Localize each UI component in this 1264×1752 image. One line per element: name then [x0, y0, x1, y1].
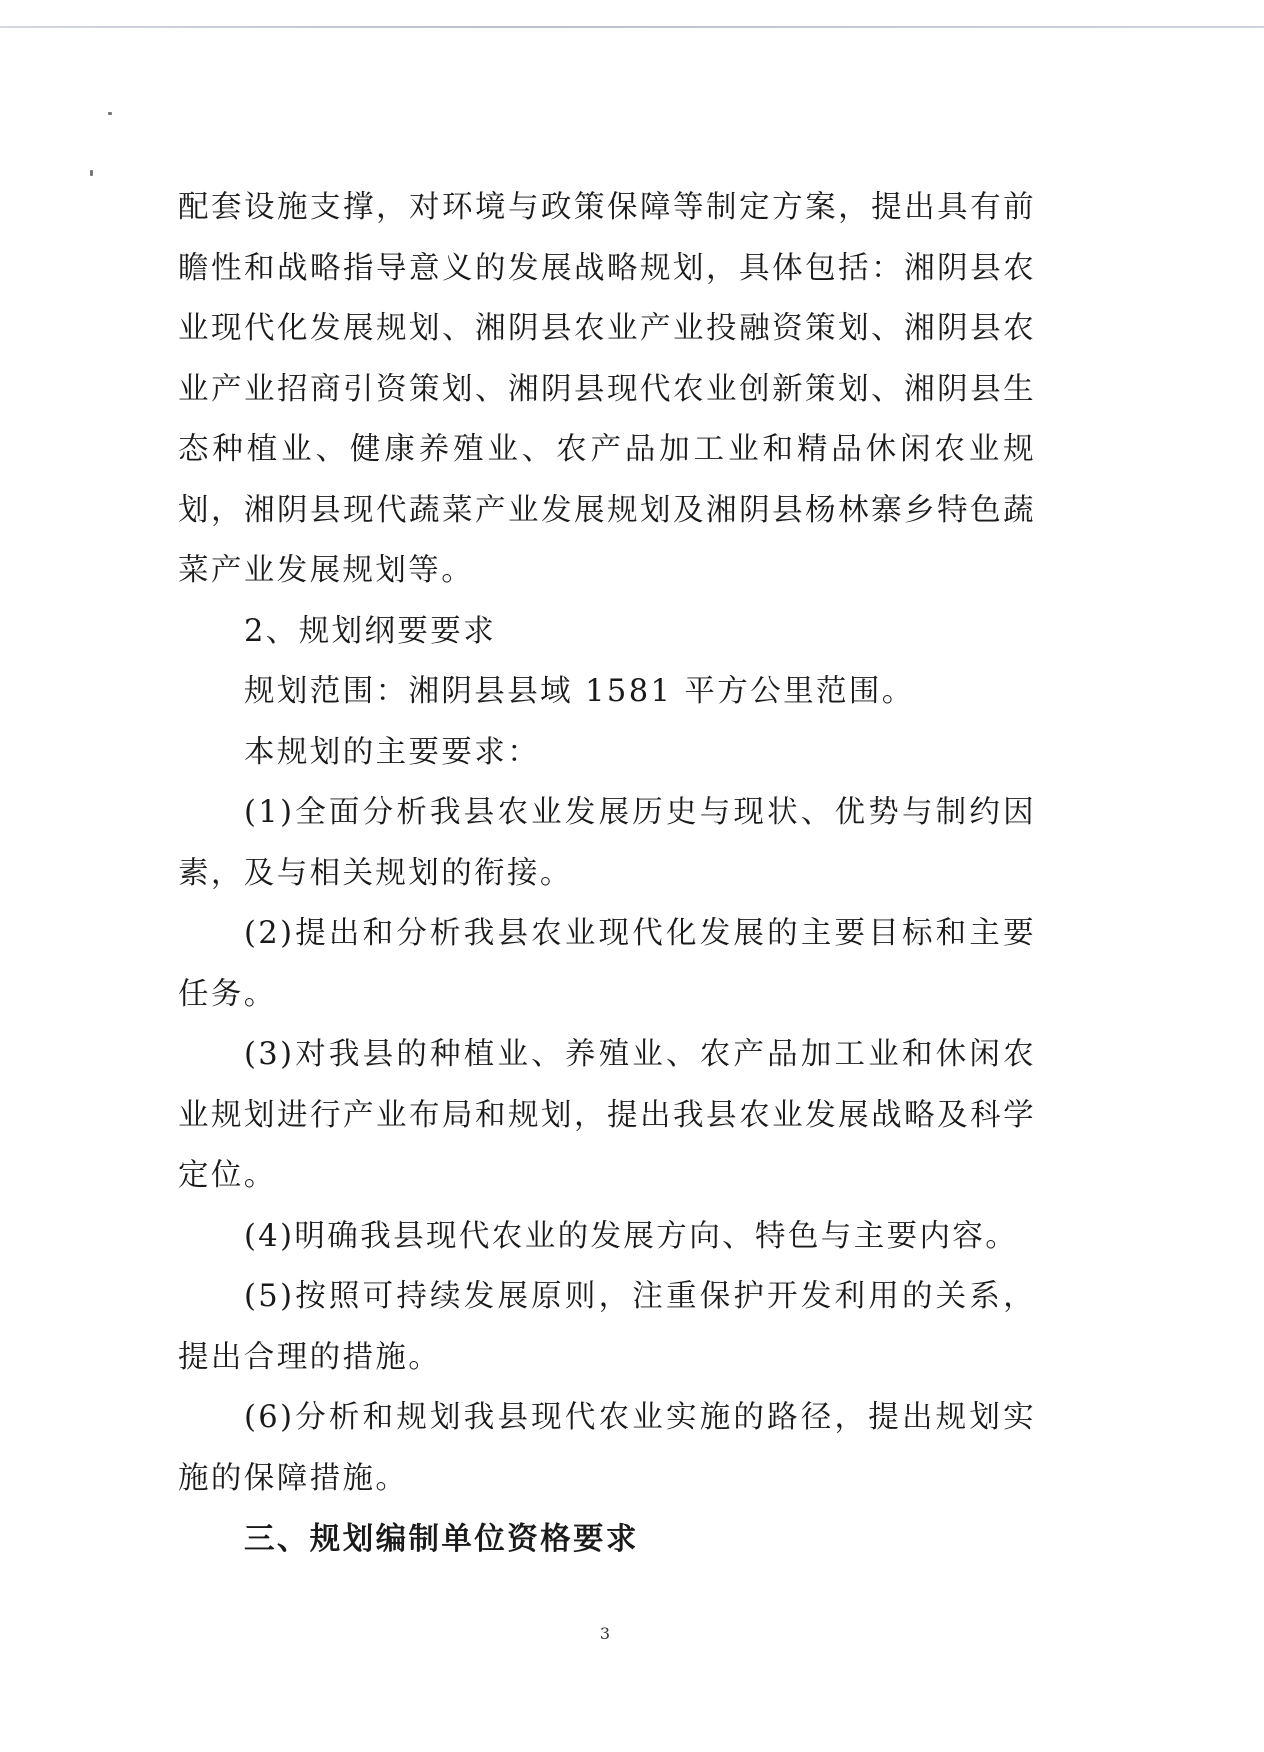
requirement-item-5: (5)按照可持续发展原则，注重保护开发利用的关系，提出合理的措施。	[178, 1279, 1036, 1375]
paragraph-planning-scope-detail: 配套设施支撑，对环境与政策保障等制定方案，提出具有前瞻性和战略指导意义的发展战略规划，具体包括：湘阴县农业现代化发展规划、湘阴县农业产业投融资策划、湘阴县农业产业招商引资策划、湘阴县现代农业创新策划、湘阴县生态种植业、健康养殖业、农产品加工业和精品休闲农业规划，湘阴县现代蔬菜产业发展规划及湘阴县杨林寨乡特色蔬菜产业发展规划等。	[178, 190, 1036, 588]
paragraph-main-requirements-intro: 本规划的主要要求：	[244, 734, 541, 770]
requirement-item-4: (4)明确我县现代农业的发展方向、特色与主要内容。	[244, 1218, 1019, 1254]
document-body	[178, 178, 1036, 1570]
requirement-item-2: (2)提出和分析我县农业现代化发展的主要目标和主要任务。	[178, 916, 1036, 1012]
section-heading-qualification-requirements: 三、规划编制单位资格要求	[244, 1521, 639, 1557]
requirement-item-6: (6)分析和规划我县现代农业实施的路径，提出规划实施的保障措施。	[178, 1400, 1036, 1496]
paragraph-planning-range: 规划范围：湘阴县县域 1581 平方公里范围。	[244, 674, 915, 709]
page-number: 3	[599, 1624, 611, 1643]
requirement-item-1: (1)全面分析我县农业发展历史与现状、优势与制约因素，及与相关规划的衔接。	[178, 795, 1036, 891]
scan-top-edge	[0, 26, 1264, 28]
section-heading-outline-requirements: 2、规划纲要要求	[244, 613, 497, 649]
scan-speck	[108, 112, 112, 115]
scan-speck	[90, 170, 93, 176]
requirement-item-3: (3)对我县的种植业、养殖业、农产品加工业和休闲农业规划进行产业布局和规划，提出我县农业发展战略及科学定位。	[178, 1037, 1036, 1193]
